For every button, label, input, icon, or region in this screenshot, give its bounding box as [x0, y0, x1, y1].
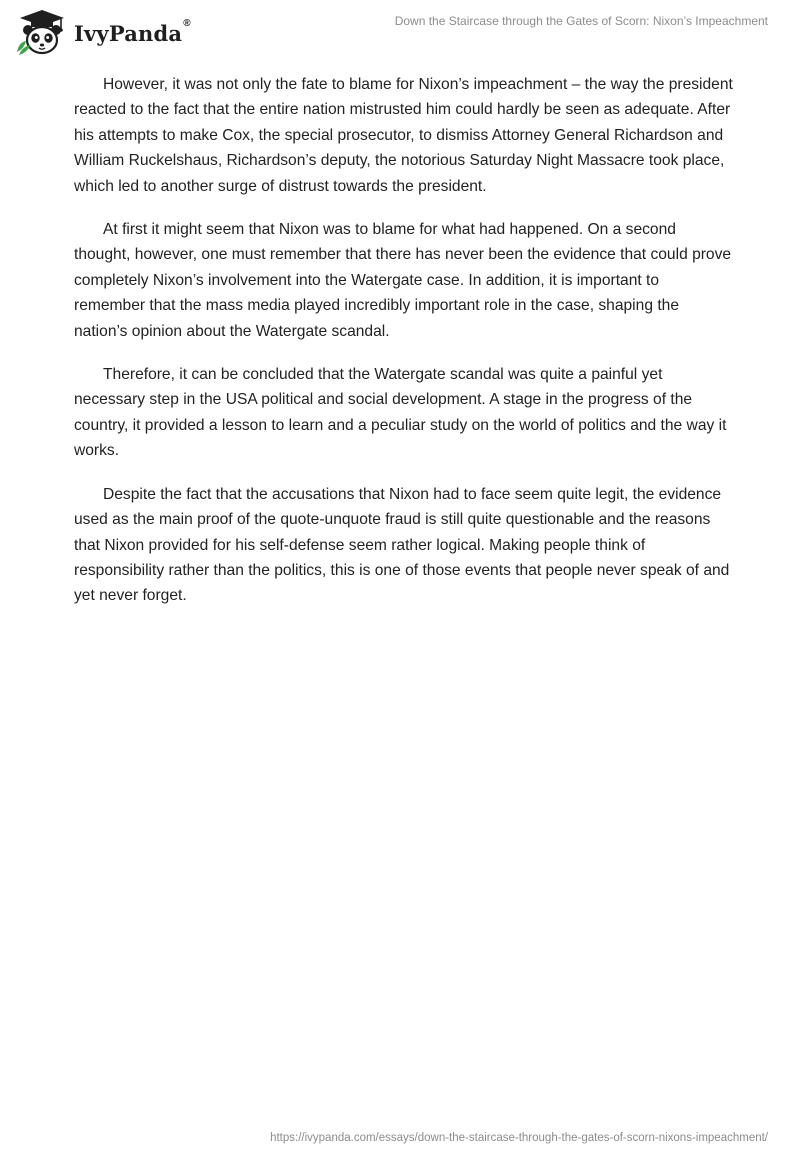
- panda-graduate-icon: [14, 8, 70, 58]
- logo-name: IvyPanda: [74, 20, 183, 46]
- essay-body: [74, 72, 734, 627]
- registered-mark: ®: [183, 17, 191, 29]
- paragraph: Despite the fact that the accusations that Nixon had to face seem quite legit, the evidence used as the main proof of the quote-unquote fraud is still quite questionable and the reasons that Nixon provided for his self-defense seem rather logical. Making people think of responsibility rather than the politics, this is one of those events that people never speak of and yet never forget.: [74, 485, 730, 605]
- paragraph: However, it was not only the fate to blame for Nixon’s impeachment – the way the president reacted to the fact that the entire nation mistrusted him could hardly be seen as adequate. After his attempts to make Cox, the special prosecutor, to dismiss Attorney General Richardson and William Ruckelshaus, Richardson’s deputy, the notorious Saturday Night Massacre took place, which led to another surge of distrust towards the president.: [74, 76, 733, 195]
- paragraph: At first it might seem that Nixon was to blame for what had happened. On a second thought, however, one must remember that there has never been the evidence that could prove completely Nixon’s involvement into the Watergate case. In addition, it is important to remember that the mass media played incredibly important role in the case, shaping the nation’s opinion about the Watergate scandal.: [74, 221, 732, 340]
- running-title: Down the Staircase through the Gates of Scorn: Nixon’s Impeachment: [394, 14, 768, 28]
- paragraph: Therefore, it can be concluded that the Watergate scandal was quite a painful yet necessary step in the USA political and social development. A stage in the progress of the country, it provided a lesson to learn and a peculiar study on the world of politics and the way it works.: [74, 366, 727, 460]
- logo-wordmark: [74, 17, 191, 46]
- ivypanda-logo[interactable]: [14, 8, 191, 58]
- page-header: [0, 0, 800, 66]
- source-url-link[interactable]: https://ivypanda.com/essays/down-the-staircase-through-the-gates-of-scorn-nixons-impeachment/: [270, 1132, 768, 1144]
